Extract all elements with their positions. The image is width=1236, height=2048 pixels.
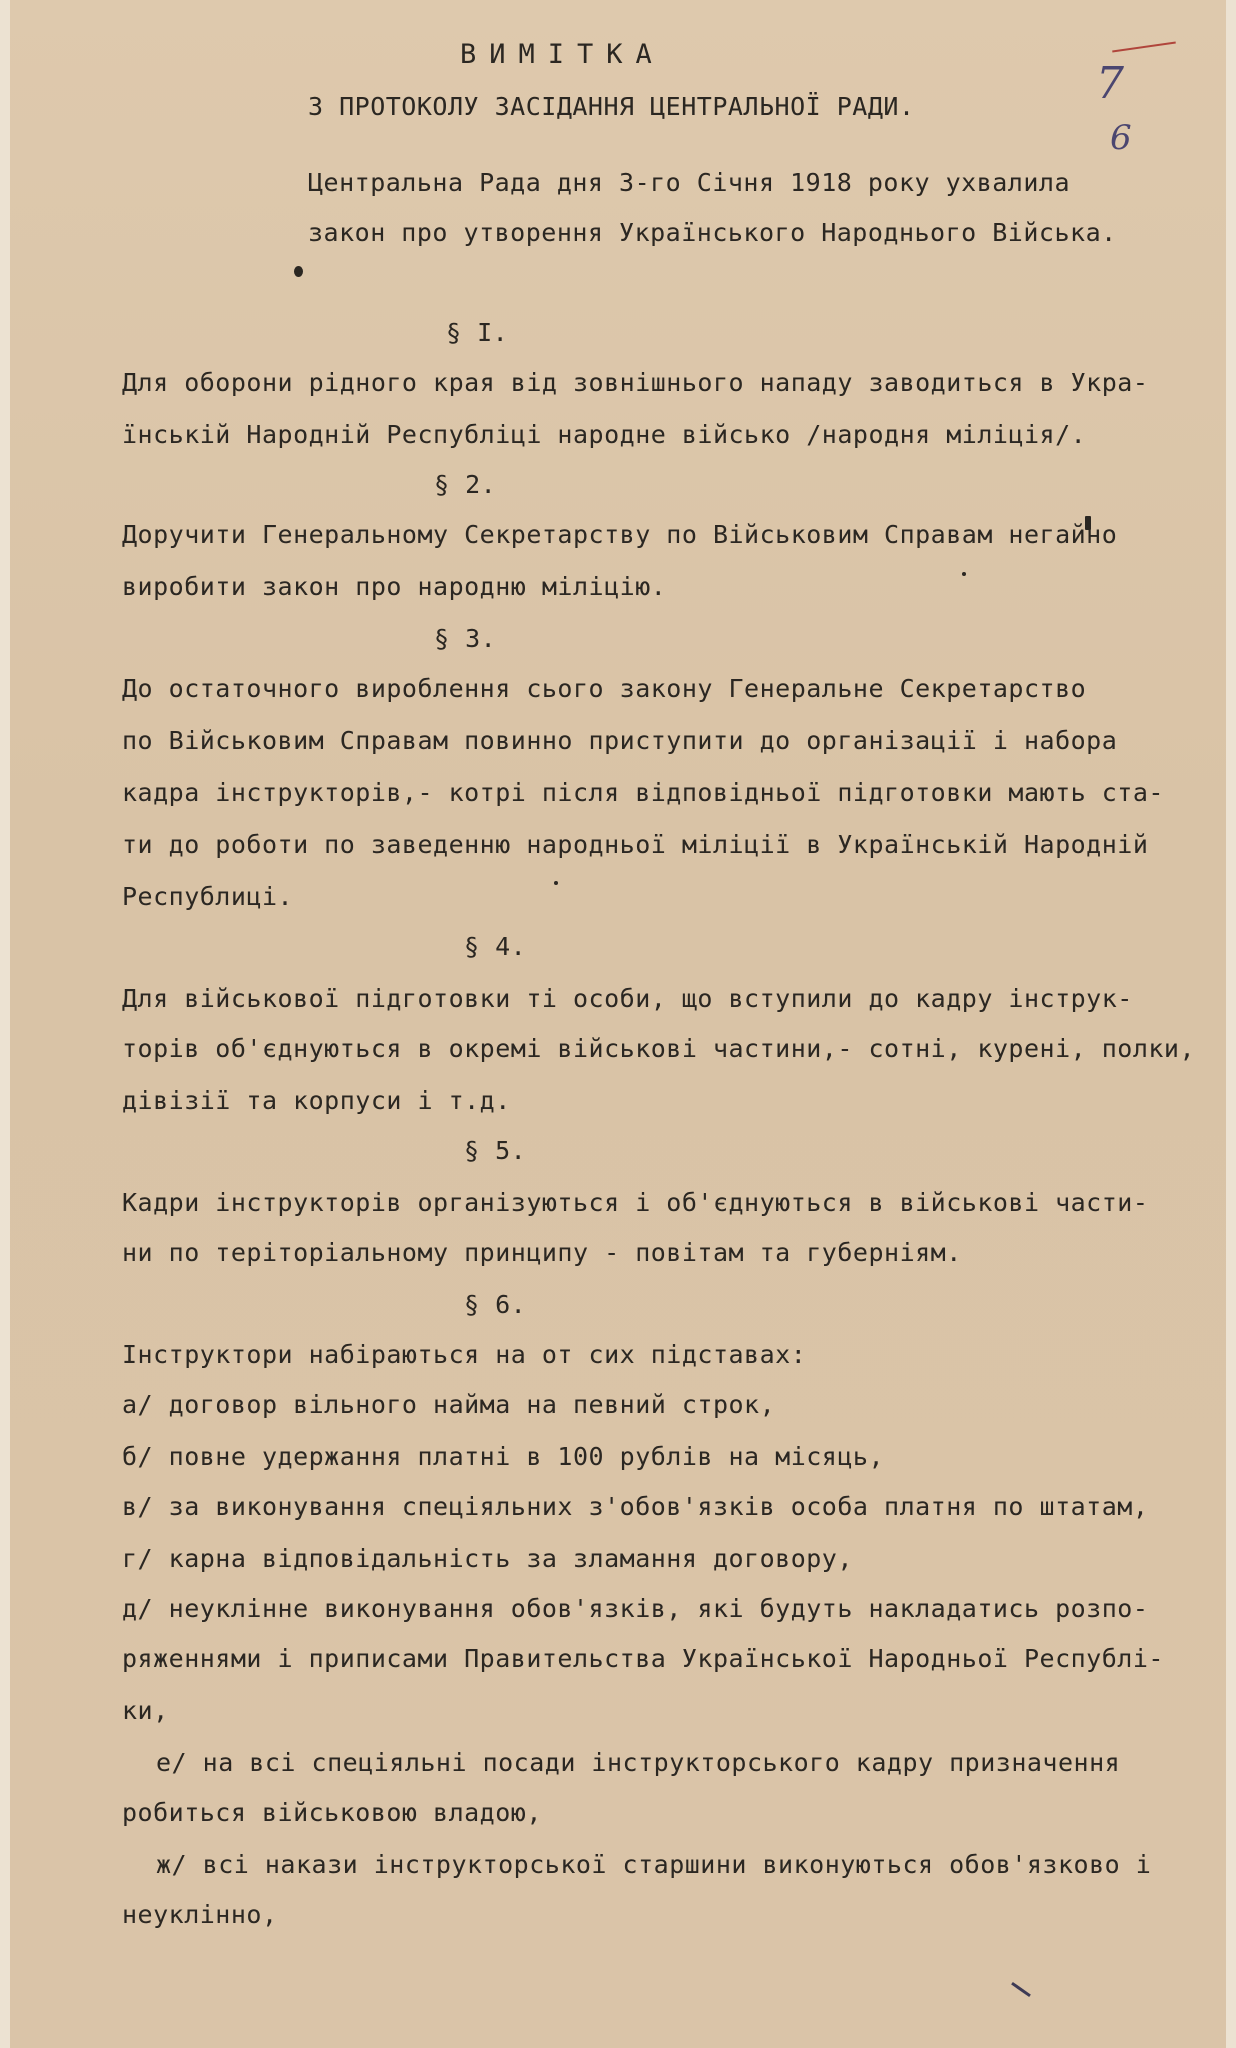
body-line: Інструктори набіраються на от сих підставах: [122,1340,807,1369]
body-line: їнській Народній Республіці народне військо /народня міліція/. [122,420,1087,449]
pencil-mark [1011,1982,1031,1997]
section-heading: § 5. [464,1136,527,1165]
body-line: торів об'єднуються в окремі військові частини,- сотні, курені, полки, [122,1034,1196,1063]
folio-number-lower: 6 [1110,118,1132,158]
list-item: робиться військовою владою, [122,1798,542,1827]
body-line: ти до роботи по заведенню народньої міліції в Українській Народній [122,830,1149,859]
list-item: в/ за виконування спеціяльних з'обов'язків особа платня по штатам, [122,1492,1149,1521]
body-line: дівізії та корпуси і т.д. [122,1086,511,1115]
list-item: ряженнями і приписами Правительства Української Народньої Республі- [122,1644,1164,1673]
ink-blot [962,572,966,576]
list-item: ж/ всі накази інструкторської старшини виконуються обов'язково і [156,1850,1152,1879]
body-line: ни по теріторіальному принципу - повітам та губерніям. [122,1238,962,1267]
body-line: кадра інструкторів,- котрі після відповідньої підготовки мають ста- [122,778,1164,807]
section-heading: § 3. [434,624,497,653]
body-line: До остаточного вироблення сього закону Генеральне Секретарство [122,674,1087,703]
body-line: по Військовим Справам повинно приступити до організації і набора [122,726,1118,755]
ink-blot [294,266,303,277]
paper-edge-right [1226,0,1236,2048]
body-line: Для військової підготовки ті особи, що вступили до кадру інструк- [122,984,1133,1013]
folio-number-upper: 7 [1096,58,1124,109]
list-item: а/ договор вільного найма на певний строк, [122,1390,776,1419]
list-item: е/ на всі спеціяльні посади інструкторського кадру призначення [156,1748,1121,1777]
body-line: Доручити Генеральному Секретарству по Військовим Справам негайно [122,520,1118,549]
list-item: неуклінно, [122,1900,278,1929]
section-heading: § І. [446,318,509,347]
red-pen-stroke [1112,42,1176,53]
body-line: Кадри інструкторів організуються і об'єднуються в військові части- [122,1188,1149,1217]
list-item: ки, [122,1696,169,1725]
section-heading: § 4. [464,932,527,961]
body-line: Для оборони рідного края від зовнішнього нападу заводиться в Укра- [122,368,1149,397]
section-heading: § 6. [464,1290,527,1319]
body-line: виробити закон про народню міліцію. [122,572,667,601]
section-heading: § 2. [434,470,497,499]
list-item: г/ карна відповідальність за зламання договору, [122,1544,853,1573]
document-subtitle: З ПРОТОКОЛУ ЗАСІДАННЯ ЦЕНТРАЛЬНОЇ РАДИ. [308,92,915,121]
paper-edge-left [0,0,10,2048]
list-item: д/ неуклінне виконування обов'язків, які будуть накладатись розпо- [122,1594,1149,1623]
body-line: Республиці. [122,882,294,911]
ink-blot [554,881,558,885]
document-title: ВИМІТКА [460,39,665,70]
intro-line: Центральна Рада дня 3-го Січня 1918 року ухвалила [308,168,1071,197]
intro-line: закон про утворення Українського Народнього Війська. [308,218,1117,247]
list-item: б/ повне удержання платні в 100 рублів на місяць, [122,1442,885,1471]
